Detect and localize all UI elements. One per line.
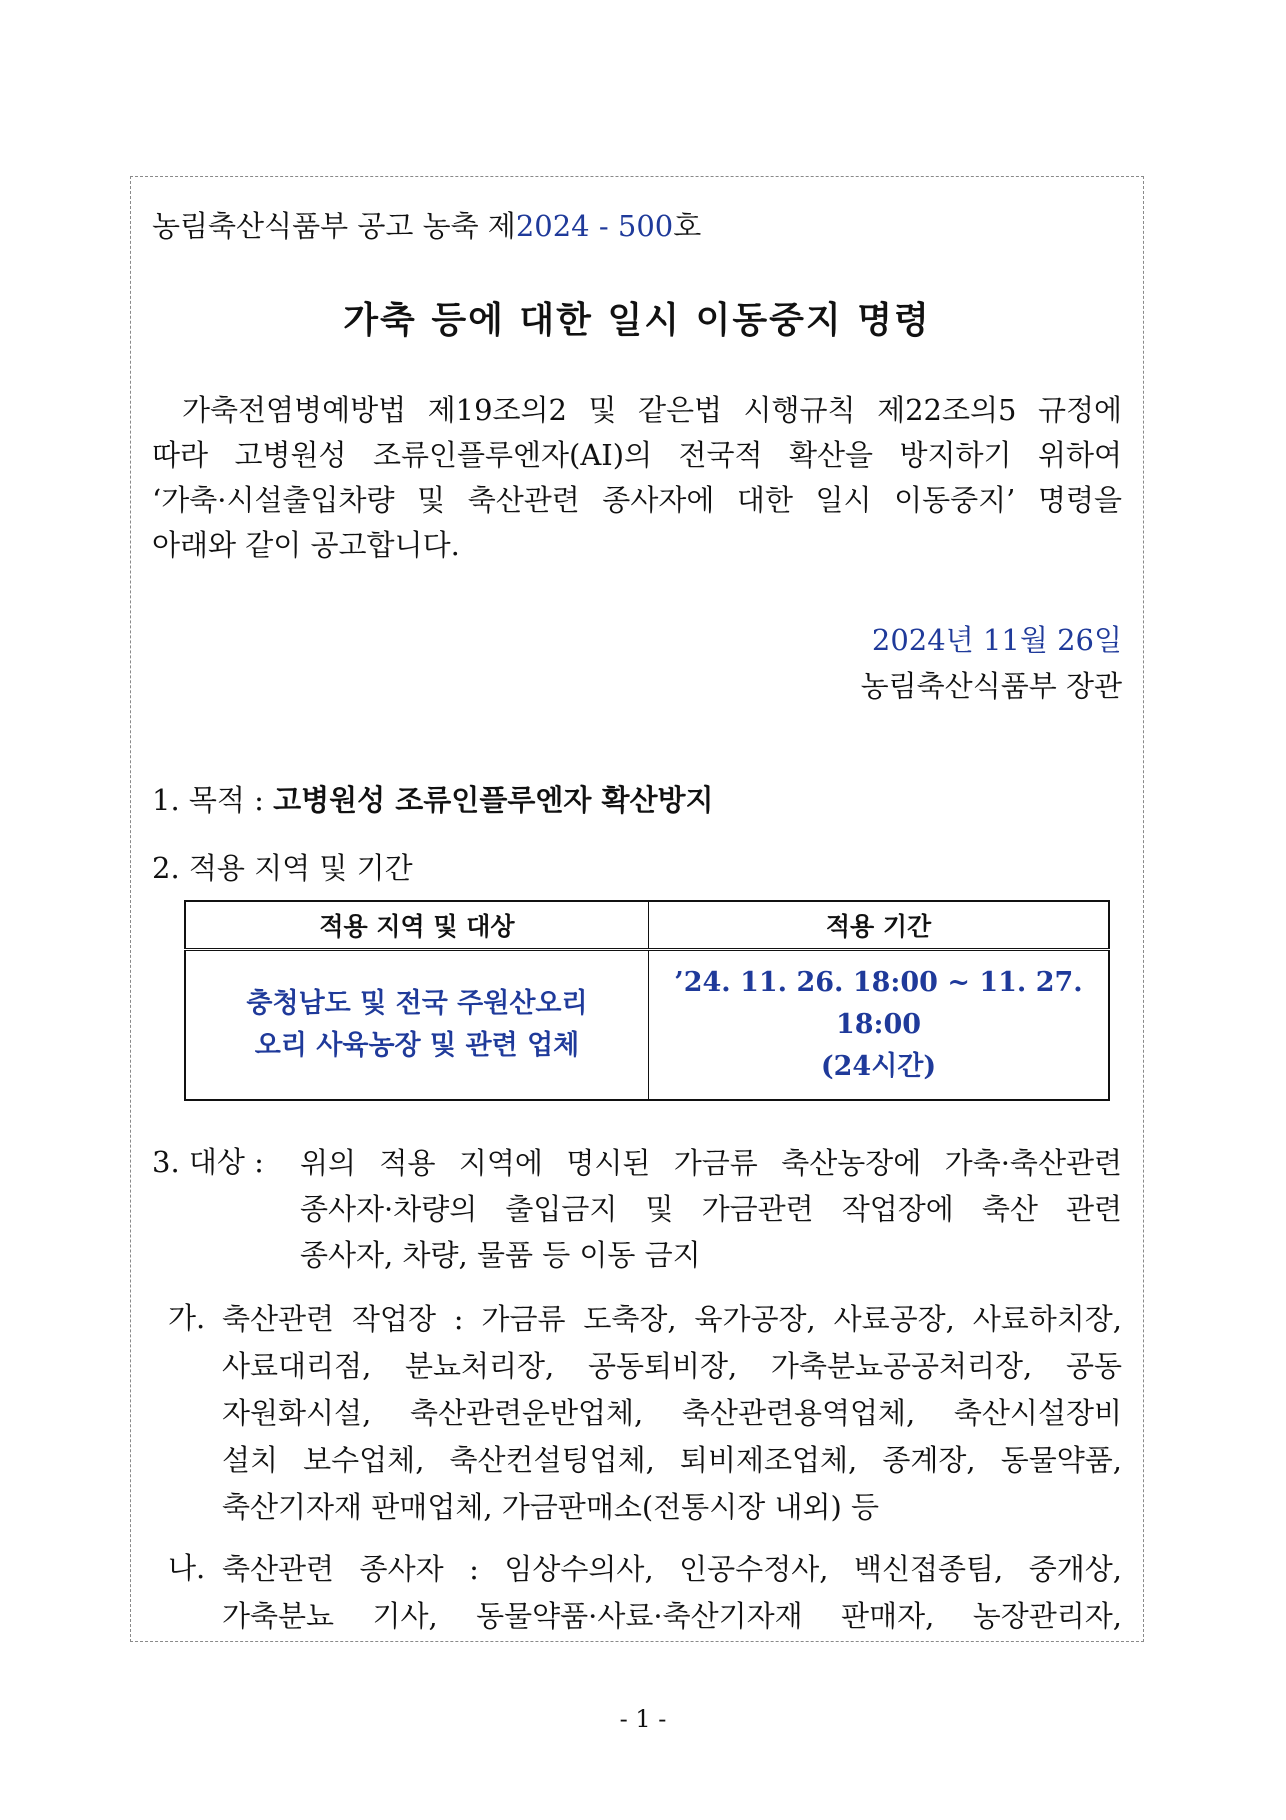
table-cell-period: ’24. 11. 26. 18:00 ~ 11. 27. 18:00 (24시간) xyxy=(649,950,1110,1101)
section-target-body xyxy=(300,1140,1122,1278)
table-header: 적용 기간 xyxy=(649,901,1110,950)
intro-line: 가축전염병예방법 제19조의2 및 같은법 시행규칙 제22조의5 규정에 xyxy=(182,393,1122,427)
target-line: 위의 적용 지역에 명시된 가금류 축산농장에 가축·축산관련 xyxy=(300,1146,1122,1180)
page-title: 가축 등에 대한 일시 이동중지 명령 xyxy=(343,299,931,341)
section-region-period: 2. 적용 지역 및 기간 xyxy=(152,851,413,885)
table-header: 적용 지역 및 대상 xyxy=(185,901,649,950)
purpose-value: 고병원성 조류인플루엔자 확산방지 xyxy=(273,783,714,817)
notice-date: 2024년 11월 26일 xyxy=(871,623,1122,657)
item-b-body xyxy=(222,1546,1122,1640)
intro-line: 아래와 같이 공고합니다. xyxy=(152,528,460,562)
item-a-line: 설치 보수업체, 축산컨설팅업체, 퇴비제조업체, 종계장, 동물약품, xyxy=(222,1443,1122,1477)
item-a-label: 가. xyxy=(168,1301,206,1335)
item-b-line: 축산관련 종사자 : 임상수의사, 인공수정사, 백신접종팀, 중개상, xyxy=(222,1552,1122,1586)
item-b-label: 나. xyxy=(168,1551,206,1585)
notice-number-value: 2024 - 500 xyxy=(515,209,674,243)
item-a-body xyxy=(222,1296,1122,1531)
notice-number: 농림축산식품부 공고 농축 제2024 - 500호 xyxy=(152,209,702,243)
signer: 농림축산식품부 장관 xyxy=(860,669,1122,703)
item-a-line: 사료대리점, 분뇨처리장, 공동퇴비장, 가축분뇨공공처리장, 공동 xyxy=(222,1349,1122,1383)
section-target-label: 3. 대상 : xyxy=(152,1145,264,1179)
intro-line: ‘가축·시설출입차량 및 축산관련 종사자에 대한 일시 이동중지’ 명령을 xyxy=(152,483,1122,517)
item-a-line: 축산기자재 판매업체, 가금판매소(전통시장 내외) 등 xyxy=(222,1490,880,1524)
page-number: - 1 - xyxy=(619,1705,667,1733)
application-table xyxy=(184,900,1110,1101)
item-b-line: 가축분뇨 기사, 동물약품·사료·축산기자재 판매자, 농장관리자, xyxy=(222,1599,1122,1633)
section-purpose: 1. 목적 : 고병원성 조류인플루엔자 확산방지 xyxy=(152,783,714,817)
intro-line: 따라 고병원성 조류인플루엔자(AI)의 전국적 확산을 방지하기 위하여 xyxy=(152,438,1122,472)
target-line: 종사자, 차량, 물품 등 이동 금지 xyxy=(300,1238,701,1272)
table-cell-region: 충청남도 및 전국 주원산오리 오리 사육농장 및 관련 업체 xyxy=(185,950,649,1101)
item-a-line: 축산관련 작업장 : 가금류 도축장, 육가공장, 사료공장, 사료하치장, xyxy=(222,1302,1122,1336)
item-a-line: 자원화시설, 축산관련운반업체, 축산관련용역업체, 축산시설장비 xyxy=(222,1396,1122,1430)
intro-paragraph xyxy=(152,388,1122,568)
target-line: 종사자·차량의 출입금지 및 가금관련 작업장에 축산 관련 xyxy=(300,1192,1122,1226)
